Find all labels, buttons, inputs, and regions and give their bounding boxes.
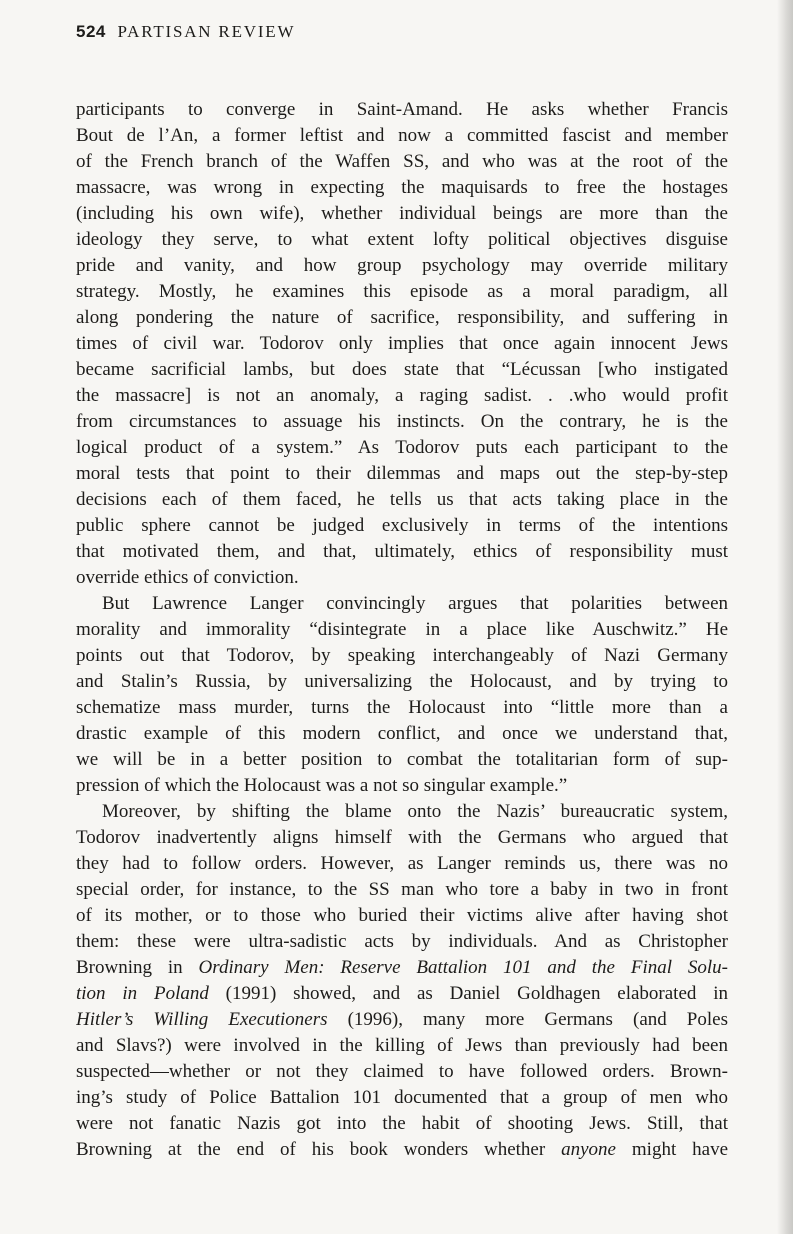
text-line	[76, 227, 728, 253]
text-line	[76, 461, 728, 487]
text-run: (1996), many more Germans (and Poles	[327, 1009, 728, 1030]
body-text	[76, 97, 728, 1163]
text-line	[76, 305, 728, 331]
text-line	[76, 773, 728, 799]
text-run: we will be in a better position to combat the totalitarian form of sup-	[76, 749, 728, 770]
text-line	[76, 253, 728, 279]
text-line	[76, 1137, 728, 1163]
text-run: from circumstances to assuage his instincts. On the contrary, he is the	[76, 411, 728, 432]
italic-text: Ordinary Men: Reserve Battalion 101 and the Final Solu-	[198, 957, 728, 978]
text-run: override ethics of conviction.	[76, 567, 299, 588]
text-line	[76, 201, 728, 227]
italic-text: tion in Poland	[76, 983, 209, 1004]
italic-text: anyone	[561, 1139, 616, 1160]
text-line	[76, 747, 728, 773]
text-line	[76, 643, 728, 669]
text-run: and Slavs?) were involved in the killing of Jews than previously had been	[76, 1035, 728, 1056]
text-line	[76, 695, 728, 721]
text-line	[76, 357, 728, 383]
text-line	[76, 851, 728, 877]
text-line	[76, 981, 728, 1007]
text-run: points out that Todorov, by speaking interchangeably of Nazi Germany	[76, 645, 728, 666]
text-run: suspected—whether or not they claimed to have followed orders. Brown-	[76, 1061, 728, 1082]
text-run: pride and vanity, and how group psychology may override military	[76, 255, 728, 276]
text-line	[76, 1033, 728, 1059]
text-run: ideology they serve, to what extent lofty political objectives disguise	[76, 229, 728, 250]
italic-text: Hitler’s Willing Executioners	[76, 1009, 328, 1030]
text-line	[76, 513, 728, 539]
text-run: were not fanatic Nazis got into the habit of shooting Jews. Still, that	[76, 1113, 728, 1134]
text-line	[76, 383, 728, 409]
text-line	[76, 435, 728, 461]
scan-shadow-edge	[777, 0, 793, 1234]
text-run: pression of which the Holocaust was a not so singular example.”	[76, 775, 568, 796]
text-line	[76, 409, 728, 435]
text-run: schematize mass murder, turns the Holocaust into “little more than a	[76, 697, 728, 718]
text-run: strategy. Mostly, he examines this episode as a moral paradigm, all	[76, 281, 728, 302]
text-line	[76, 591, 728, 617]
text-line	[76, 955, 728, 981]
text-run: of the French branch of the Waffen SS, and who was at the root of the	[76, 151, 728, 172]
text-line	[76, 123, 728, 149]
text-line	[76, 487, 728, 513]
text-line	[76, 721, 728, 747]
text-line	[76, 669, 728, 695]
text-run: Bout de l’An, a former leftist and now a committed fascist and member	[76, 125, 728, 146]
text-run: might have	[615, 1139, 728, 1160]
text-line	[76, 903, 728, 929]
text-run: them: these were ultra-sadistic acts by individuals. And as Christopher	[76, 931, 728, 952]
text-run: But Lawrence Langer convincingly argues that polarities between	[102, 593, 728, 614]
text-run: morality and immorality “disintegrate in a place like Auschwitz.” He	[76, 619, 728, 640]
text-line	[76, 539, 728, 565]
text-run: along pondering the nature of sacrifice, responsibility, and suffering in	[76, 307, 728, 328]
text-line	[76, 1085, 728, 1111]
text-run: Browning in	[76, 957, 199, 978]
text-run: became sacrificial lambs, but does state that “Lécussan [who instigated	[76, 359, 728, 380]
text-line	[76, 799, 728, 825]
page-number: 524	[76, 22, 106, 41]
journal-title: PARTISAN REVIEW	[117, 22, 296, 41]
text-run: massacre, was wrong in expecting the maquisards to free the hostages	[76, 177, 728, 198]
text-line	[76, 331, 728, 357]
text-line	[76, 1111, 728, 1137]
text-run: special order, for instance, to the SS man who tore a baby in two in front	[76, 879, 728, 900]
text-run: ing’s study of Police Battalion 101 documented that a group of men who	[76, 1087, 728, 1108]
text-run: and Stalin’s Russia, by universalizing the Holocaust, and by trying to	[76, 671, 728, 692]
text-run: participants to converge in Saint-Amand. He asks whether Francis	[76, 99, 728, 120]
text-run: Moreover, by shifting the blame onto the Nazis’ bureaucratic system,	[102, 801, 728, 822]
text-line	[76, 929, 728, 955]
text-run: moral tests that point to their dilemmas and maps out the step-by-step	[76, 463, 728, 484]
text-run: drastic example of this modern conflict, and once we understand that,	[76, 723, 728, 744]
text-run: decisions each of them faced, he tells us that acts taking place in the	[76, 489, 728, 510]
text-line	[76, 825, 728, 851]
text-run: (1991) showed, and as Daniel Goldhagen elaborated in	[208, 983, 728, 1004]
text-line	[76, 1059, 728, 1085]
text-line	[76, 149, 728, 175]
text-line	[76, 175, 728, 201]
text-run: times of civil war. Todorov only implies that once again innocent Jews	[76, 333, 728, 354]
text-run: (including his own wife), whether individual beings are more than the	[76, 203, 728, 224]
text-run: logical product of a system.” As Todorov puts each participant to the	[76, 437, 728, 458]
running-head	[76, 22, 295, 42]
text-line	[76, 617, 728, 643]
text-line	[76, 279, 728, 305]
text-line	[76, 97, 728, 123]
text-line	[76, 565, 728, 591]
text-run: the massacre] is not an anomaly, a raging sadist. . .who would profit	[76, 385, 728, 406]
text-line	[76, 877, 728, 903]
text-run: Todorov inadvertently aligns himself with the Germans who argued that	[76, 827, 728, 848]
text-line	[76, 1007, 728, 1033]
text-run: Browning at the end of his book wonders whether	[76, 1139, 562, 1160]
text-run: of its mother, or to those who buried their victims alive after having shot	[76, 905, 728, 926]
text-run: that motivated them, and that, ultimately, ethics of responsibility must	[76, 541, 728, 562]
text-run: they had to follow orders. However, as Langer reminds us, there was no	[76, 853, 728, 874]
text-run: public sphere cannot be judged exclusively in terms of the intentions	[76, 515, 728, 536]
